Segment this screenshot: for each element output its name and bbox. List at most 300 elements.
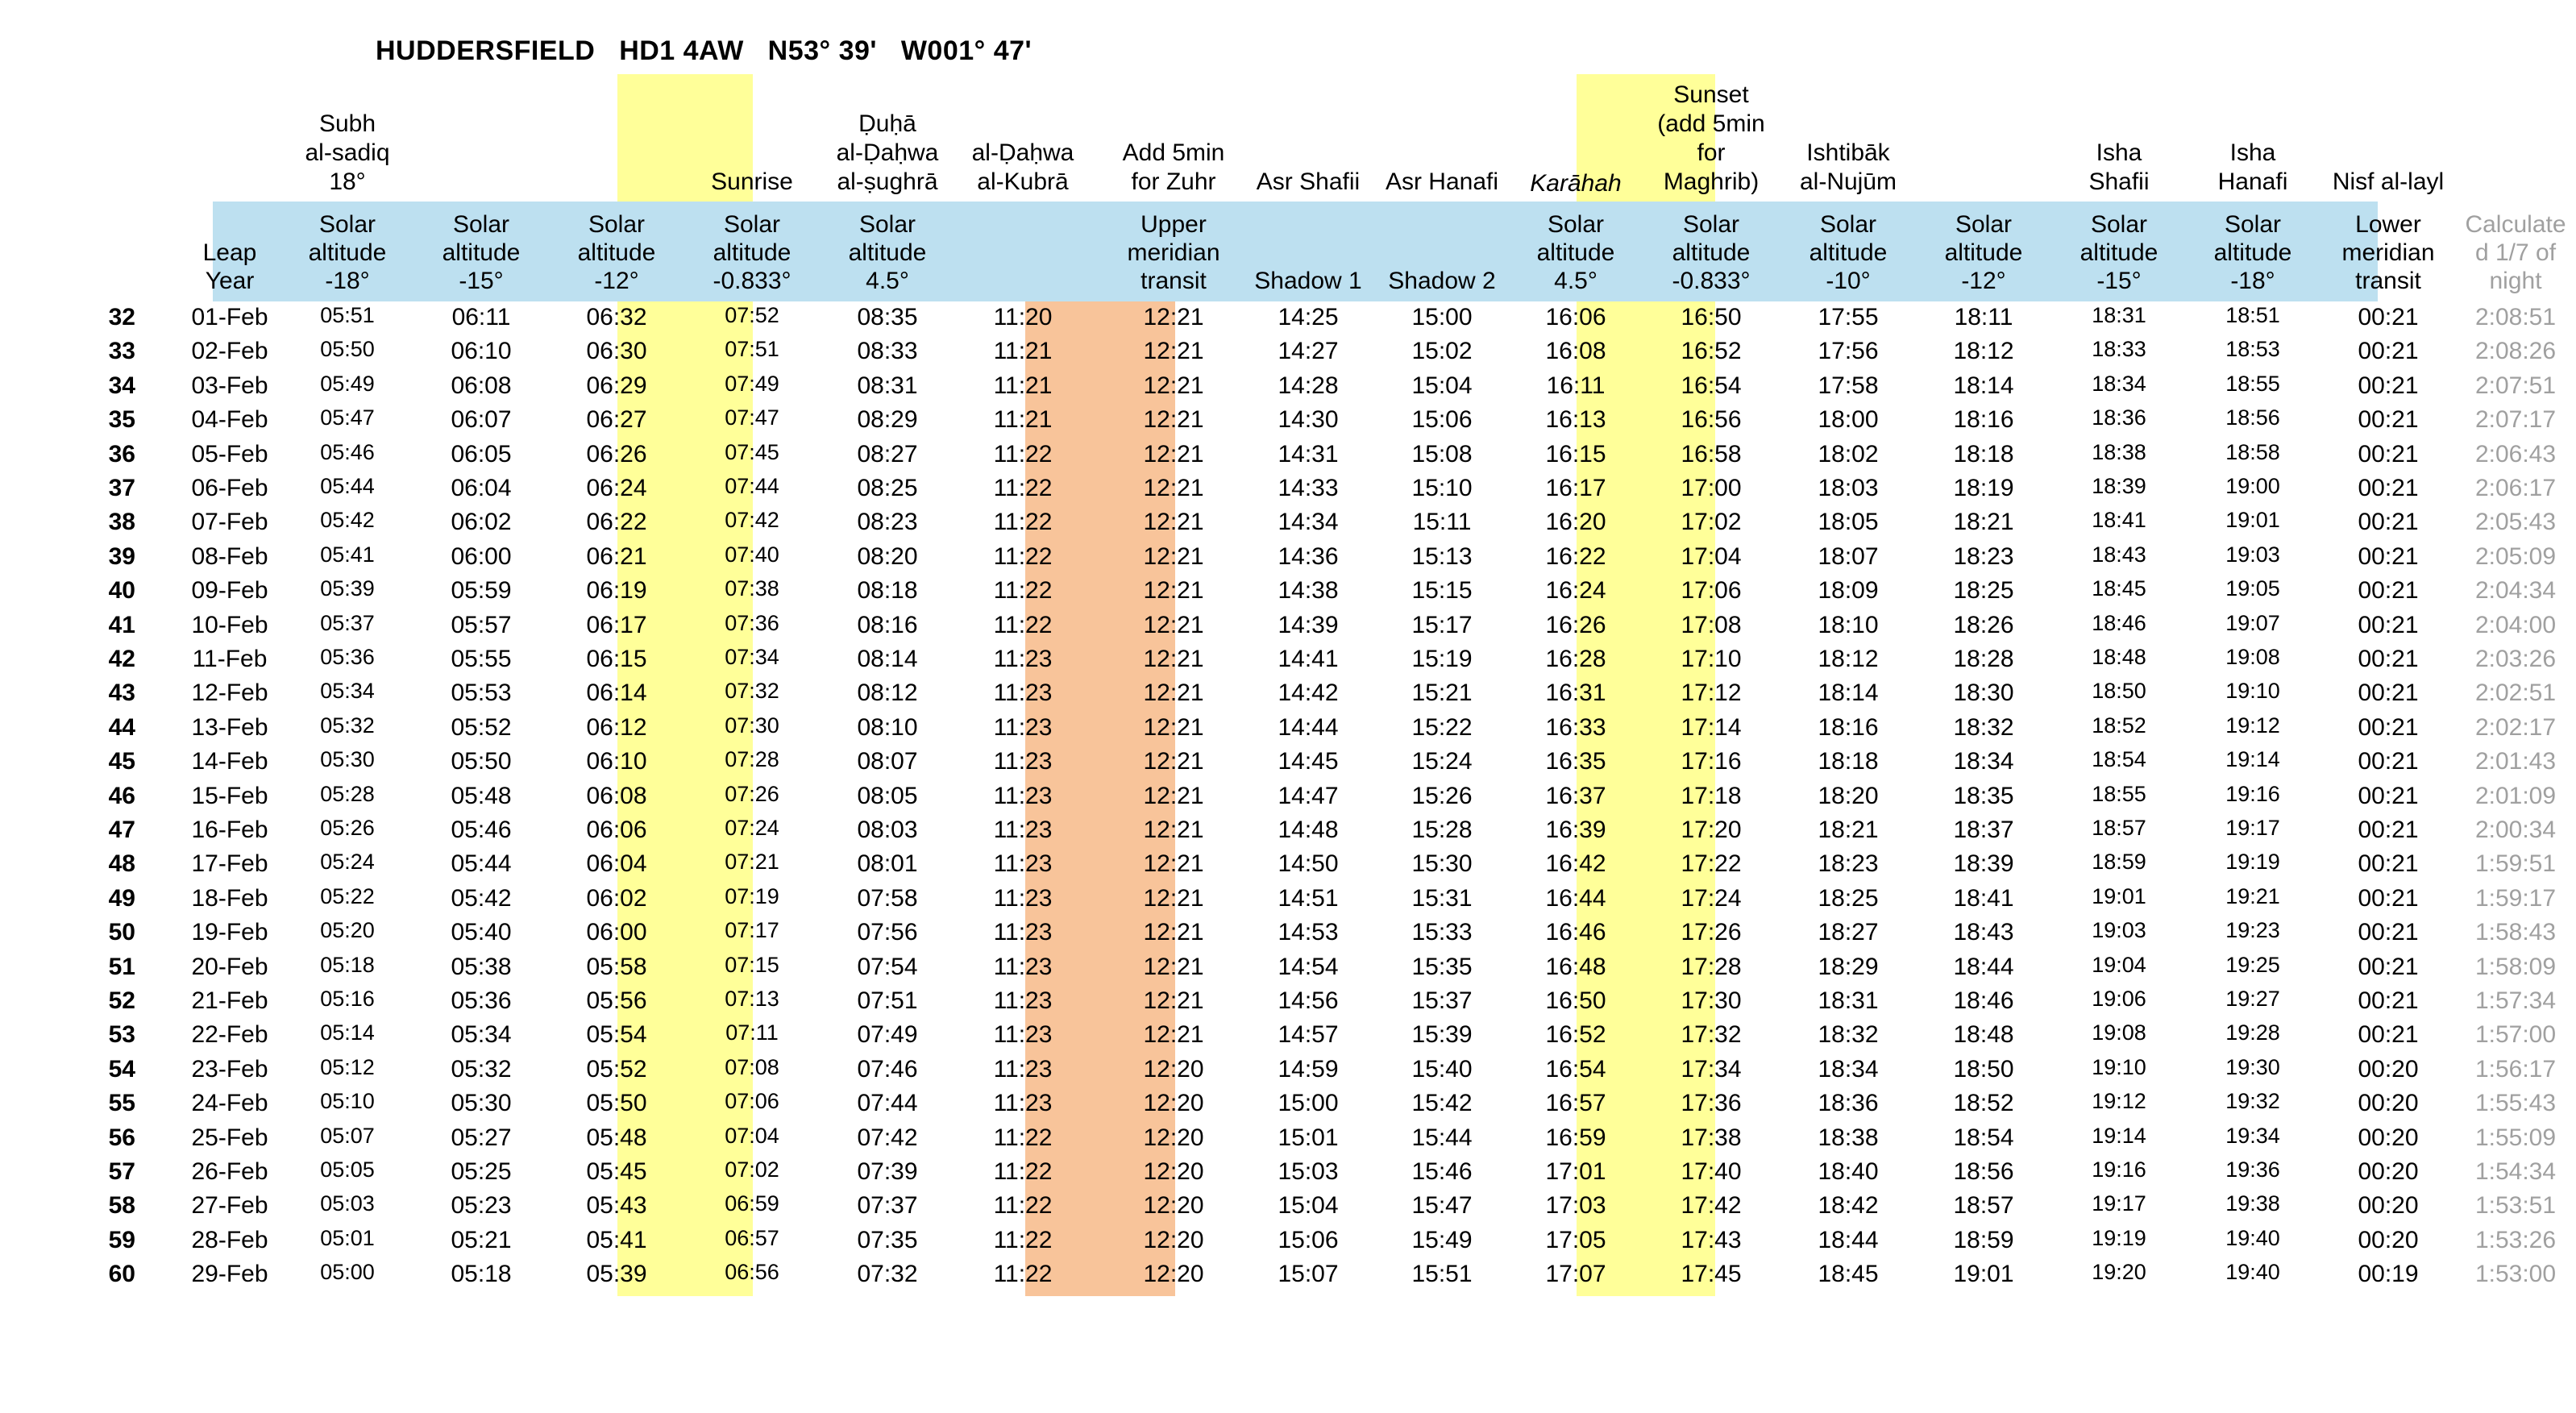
table-cell: 06:30 bbox=[586, 338, 647, 365]
table-cell: 19:08 bbox=[2225, 645, 2280, 669]
table-cell: 17:04 bbox=[1681, 542, 1742, 570]
table-cell: 36 bbox=[108, 440, 135, 468]
header-line: Isha bbox=[2229, 139, 2276, 166]
table-cell: 06:57 bbox=[725, 1225, 779, 1250]
subheader-line: -15° bbox=[2096, 268, 2142, 294]
table-cell: 18:59 bbox=[2092, 850, 2146, 875]
table-cell: 06:00 bbox=[451, 542, 512, 570]
table-cell: 08:12 bbox=[857, 679, 918, 707]
table-cell: 19:10 bbox=[2225, 679, 2280, 704]
table-cell: 14:59 bbox=[1278, 1055, 1339, 1083]
table-cell: 00:19 bbox=[2358, 1261, 2419, 1288]
table-cell: 18:30 bbox=[1953, 679, 2014, 707]
table-cell: 12:21 bbox=[1143, 953, 1204, 980]
table-cell: 08:31 bbox=[857, 372, 918, 399]
table-cell: 10-Feb bbox=[191, 611, 268, 638]
table-cell: 18:23 bbox=[1818, 850, 1879, 878]
table-row bbox=[0, 711, 2557, 745]
table-cell: 18:50 bbox=[1953, 1055, 2014, 1083]
subheader-leap bbox=[161, 205, 298, 295]
header-duha-kubra bbox=[948, 74, 1098, 197]
table-cell: 19:27 bbox=[2225, 987, 2280, 1011]
subheader-line: Solar bbox=[2090, 211, 2148, 238]
subheader-c2 bbox=[414, 205, 548, 295]
table-cell: 19:10 bbox=[2092, 1054, 2146, 1079]
table-cell: 15:00 bbox=[1278, 1090, 1339, 1117]
table-cell: 11:22 bbox=[993, 475, 1053, 501]
header-subh bbox=[272, 74, 422, 197]
table-cell: 05:20 bbox=[320, 918, 375, 943]
table-cell: 18:32 bbox=[1818, 1021, 1879, 1049]
table-cell: 00:20 bbox=[2358, 1158, 2419, 1185]
table-cell: 19:06 bbox=[2092, 987, 2146, 1011]
table-cell: 07:34 bbox=[725, 645, 779, 669]
table-cell: 08:14 bbox=[857, 646, 918, 672]
table-cell: 05:46 bbox=[451, 817, 512, 843]
table-cell: 1:59:17 bbox=[2474, 884, 2557, 912]
subheader-c3 bbox=[550, 205, 683, 295]
header-line: al-Kubrā bbox=[977, 168, 1069, 195]
table-cell: 06:00 bbox=[586, 919, 647, 946]
title-place: HUDDERSFIELD bbox=[376, 35, 596, 66]
header-karahah bbox=[1501, 74, 1651, 198]
table-cell: 11:22 bbox=[993, 1226, 1053, 1253]
table-cell: 06:08 bbox=[451, 372, 512, 399]
table-cell: 18:02 bbox=[1818, 440, 1879, 468]
table-cell: 05:23 bbox=[451, 1192, 512, 1220]
table-cell: 00:21 bbox=[2358, 1021, 2419, 1049]
table-cell: 17:20 bbox=[1681, 817, 1742, 843]
table-cell: 16:35 bbox=[1545, 748, 1606, 775]
table-cell: 16:57 bbox=[1545, 1090, 1606, 1117]
table-cell: 05:47 bbox=[320, 405, 375, 430]
table-cell: 19:14 bbox=[2092, 1123, 2146, 1148]
table-cell: 05:34 bbox=[320, 679, 375, 704]
table-cell: 12:21 bbox=[1143, 1021, 1204, 1049]
table-cell: 17:30 bbox=[1681, 987, 1742, 1014]
table-cell: 19:23 bbox=[2225, 918, 2280, 943]
table-cell: 1:55:43 bbox=[2474, 1090, 2557, 1117]
subheader-line: -10° bbox=[1826, 268, 1871, 294]
table-cell: 05:30 bbox=[451, 1090, 512, 1117]
table-cell: 18:23 bbox=[1953, 542, 2014, 570]
table-cell: 05:00 bbox=[320, 1260, 375, 1285]
table-cell: 52 bbox=[108, 987, 135, 1014]
table-cell: 1:55:09 bbox=[2474, 1124, 2557, 1151]
table-cell: 17:45 bbox=[1681, 1261, 1742, 1288]
table-cell: 16:17 bbox=[1545, 475, 1606, 501]
table-cell: 00:21 bbox=[2358, 577, 2419, 605]
table-cell: 06:12 bbox=[586, 713, 647, 741]
table-cell: 11:22 bbox=[993, 1124, 1053, 1151]
table-cell: 18:41 bbox=[2092, 508, 2146, 533]
header-line: Sunrise bbox=[711, 168, 793, 195]
table-cell: 16:59 bbox=[1545, 1124, 1606, 1151]
table-cell: 27-Feb bbox=[191, 1192, 268, 1220]
table-cell: 03-Feb bbox=[191, 372, 268, 399]
table-cell: 07:32 bbox=[857, 1261, 918, 1288]
table-cell: 11:23 bbox=[993, 782, 1053, 809]
table-cell: 15:28 bbox=[1411, 817, 1473, 843]
header-line: 18° bbox=[329, 168, 366, 195]
table-cell: 07:02 bbox=[725, 1157, 779, 1182]
table-cell: 05:39 bbox=[586, 1261, 647, 1288]
table-row bbox=[0, 950, 2557, 984]
table-row bbox=[0, 1224, 2557, 1257]
table-cell: 17:03 bbox=[1545, 1192, 1606, 1220]
table-cell: 08:01 bbox=[857, 850, 918, 878]
table-cell: 14:56 bbox=[1278, 987, 1339, 1014]
table-cell: 12:21 bbox=[1143, 542, 1204, 570]
header-line: Asr Shafii bbox=[1256, 168, 1361, 195]
table-cell: 17:18 bbox=[1681, 782, 1742, 809]
table-cell: 12:21 bbox=[1143, 577, 1204, 605]
table-cell: 18:12 bbox=[1953, 338, 2014, 365]
table-cell: 00:21 bbox=[2358, 987, 2419, 1014]
table-cell: 17:22 bbox=[1681, 850, 1742, 878]
table-cell: 11:23 bbox=[993, 817, 1053, 843]
table-cell: 18:18 bbox=[1953, 440, 2014, 468]
table-cell: 19:40 bbox=[2225, 1260, 2280, 1285]
table-cell: 06:56 bbox=[725, 1260, 779, 1285]
table-cell: 16:50 bbox=[1545, 987, 1606, 1014]
subheader-line: altitude bbox=[442, 239, 521, 266]
subheader-c11 bbox=[1644, 205, 1778, 295]
table-cell: 07:51 bbox=[725, 337, 779, 362]
subheader-line: -0.833° bbox=[713, 268, 791, 294]
table-cell: 11:23 bbox=[993, 679, 1053, 707]
header-asr-shafii bbox=[1233, 74, 1383, 197]
table-cell: 2:02:17 bbox=[2474, 713, 2557, 741]
table-cell: 16:54 bbox=[1681, 372, 1742, 399]
table-cell: 14:30 bbox=[1278, 406, 1339, 434]
table-cell: 00:20 bbox=[2358, 1090, 2419, 1117]
table-cell: 00:20 bbox=[2358, 1055, 2419, 1083]
header-line: al-Ḍaḥwa bbox=[971, 139, 1074, 166]
table-cell: 07:44 bbox=[857, 1090, 918, 1117]
table-cell: 11:23 bbox=[993, 953, 1053, 980]
table-cell: 05:16 bbox=[320, 987, 375, 1011]
table-cell: 05:44 bbox=[451, 850, 512, 878]
table-cell: 16:24 bbox=[1545, 577, 1606, 605]
table-cell: 12:21 bbox=[1143, 919, 1204, 946]
table-cell: 18:31 bbox=[2092, 303, 2146, 327]
table-cell: 17:07 bbox=[1545, 1261, 1606, 1288]
table-cell: 2:01:43 bbox=[2474, 748, 2557, 775]
table-cell: 16:58 bbox=[1681, 440, 1742, 468]
subheader-line: altitude bbox=[1536, 239, 1615, 266]
table-cell: 05:42 bbox=[320, 508, 375, 533]
table-cell: 11:22 bbox=[993, 1158, 1053, 1185]
table-row bbox=[0, 472, 2557, 505]
table-cell: 15:01 bbox=[1278, 1124, 1339, 1151]
header-duha-sughra bbox=[812, 74, 962, 197]
table-cell: 2:02:51 bbox=[2474, 679, 2557, 707]
table-cell: 05:01 bbox=[320, 1225, 375, 1250]
table-cell: 15:46 bbox=[1411, 1158, 1473, 1185]
table-cell: 00:20 bbox=[2358, 1226, 2419, 1253]
table-cell: 19:16 bbox=[2225, 781, 2280, 806]
header-line: Ishtibāk bbox=[1806, 139, 1890, 166]
table-row bbox=[0, 1189, 2557, 1223]
table-cell: 18:50 bbox=[2092, 679, 2146, 704]
table-cell: 12:21 bbox=[1143, 611, 1204, 638]
table-cell: 17:32 bbox=[1681, 1021, 1742, 1049]
table-cell: 18:18 bbox=[1818, 748, 1879, 775]
table-cell: 1:57:34 bbox=[2474, 987, 2557, 1014]
table-cell: 45 bbox=[108, 748, 135, 775]
table-cell: 07:42 bbox=[725, 508, 779, 533]
table-cell: 19:19 bbox=[2092, 1225, 2146, 1250]
table-cell: 06:10 bbox=[451, 338, 512, 365]
table-cell: 25-Feb bbox=[191, 1124, 268, 1151]
table-cell: 16:46 bbox=[1545, 919, 1606, 946]
table-cell: 18:52 bbox=[1953, 1090, 2014, 1117]
table-cell: 07:49 bbox=[725, 371, 779, 396]
table-cell: 15:21 bbox=[1411, 679, 1473, 707]
table-row bbox=[0, 1018, 2557, 1052]
table-cell: 1:53:00 bbox=[2474, 1261, 2557, 1288]
table-cell: 07:06 bbox=[725, 1089, 779, 1114]
table-cell: 11:22 bbox=[993, 440, 1053, 468]
table-cell: 11:21 bbox=[993, 372, 1053, 399]
table-cell: 05:36 bbox=[451, 987, 512, 1014]
table-cell: 19:40 bbox=[2225, 1225, 2280, 1250]
table-cell: 18:36 bbox=[1818, 1090, 1879, 1117]
table-cell: 08:25 bbox=[857, 475, 918, 501]
table-cell: 15:06 bbox=[1278, 1226, 1339, 1253]
subheader-line: Calculate bbox=[2465, 211, 2566, 238]
subheader-line: -18° bbox=[325, 268, 370, 294]
table-cell: 07:21 bbox=[725, 850, 779, 875]
table-cell: 05:58 bbox=[586, 953, 647, 980]
subheader-line: Solar bbox=[1819, 211, 1877, 238]
table-cell: 05:30 bbox=[320, 747, 375, 772]
table-cell: 16:52 bbox=[1681, 338, 1742, 365]
table-cell: 05:18 bbox=[320, 952, 375, 977]
table-cell: 08:29 bbox=[857, 406, 918, 434]
table-cell: 08:05 bbox=[857, 782, 918, 809]
table-cell: 14:51 bbox=[1278, 884, 1339, 912]
subheader-line: night bbox=[2489, 268, 2542, 294]
table-cell: 11:23 bbox=[993, 646, 1053, 672]
table-cell: 18:39 bbox=[1953, 850, 2014, 878]
table-cell: 05:45 bbox=[586, 1158, 647, 1185]
table-cell: 18:40 bbox=[1818, 1158, 1879, 1185]
table-cell: 15:37 bbox=[1411, 987, 1473, 1014]
table-row bbox=[0, 779, 2557, 813]
subheader-line: altitude bbox=[1672, 239, 1751, 266]
table-cell: 11:22 bbox=[993, 509, 1053, 536]
table-cell: 07:17 bbox=[725, 918, 779, 943]
table-cell: 12-Feb bbox=[191, 679, 268, 707]
subheader-c4 bbox=[685, 205, 819, 295]
subheader-line: Solar bbox=[858, 211, 916, 238]
table-cell: 17:01 bbox=[1545, 1158, 1606, 1185]
subheader-c16 bbox=[2321, 205, 2455, 295]
table-cell: 05:18 bbox=[451, 1261, 512, 1288]
table-cell: 12:21 bbox=[1143, 782, 1204, 809]
header-line: Ḍuḥā bbox=[858, 110, 916, 137]
table-cell: 18:41 bbox=[1953, 884, 2014, 912]
table-cell: 15:06 bbox=[1411, 406, 1473, 434]
header-asr-hanafi bbox=[1367, 74, 1517, 197]
table-cell: 18:00 bbox=[1818, 406, 1879, 434]
subheader-line: Solar bbox=[318, 211, 376, 238]
table-cell: 19:28 bbox=[2225, 1020, 2280, 1045]
table-cell: 17:26 bbox=[1681, 919, 1742, 946]
table-cell: 12:21 bbox=[1143, 372, 1204, 399]
header-line: al-ṣughrā bbox=[837, 168, 938, 195]
table-cell: 05:38 bbox=[451, 953, 512, 980]
table-cell: 06:59 bbox=[725, 1191, 779, 1216]
table-cell: 49 bbox=[108, 884, 135, 912]
subheader-line: Solar bbox=[588, 211, 646, 238]
table-cell: 1:57:00 bbox=[2474, 1021, 2557, 1049]
table-cell: 17:24 bbox=[1681, 884, 1742, 912]
table-cell: 05:26 bbox=[320, 816, 375, 840]
table-cell: 41 bbox=[108, 611, 135, 638]
table-row bbox=[0, 574, 2557, 608]
subheader-c13 bbox=[1917, 205, 2050, 295]
table-cell: 05:21 bbox=[451, 1226, 512, 1253]
table-cell: 18:16 bbox=[1818, 713, 1879, 741]
table-row bbox=[0, 1053, 2557, 1087]
table-cell: 16-Feb bbox=[191, 817, 268, 843]
table-row bbox=[0, 403, 2557, 437]
table-cell: 16:28 bbox=[1545, 646, 1606, 672]
table-cell: 11:22 bbox=[993, 611, 1053, 638]
table-cell: 14:36 bbox=[1278, 542, 1339, 570]
table-cell: 18:26 bbox=[1953, 611, 2014, 638]
subheader-line: altitude bbox=[848, 239, 927, 266]
table-cell: 08-Feb bbox=[191, 542, 268, 570]
table-cell: 18:48 bbox=[1953, 1021, 2014, 1049]
header-line: Add 5min bbox=[1122, 139, 1225, 166]
table-row bbox=[0, 609, 2557, 642]
table-cell: 40 bbox=[108, 577, 135, 605]
table-cell: 16:54 bbox=[1545, 1055, 1606, 1083]
subheader-c1 bbox=[280, 205, 414, 295]
table-cell: 11:23 bbox=[993, 884, 1053, 912]
table-cell: 07:26 bbox=[725, 781, 779, 806]
table-cell: 18:43 bbox=[1953, 919, 2014, 946]
table-cell: 05:53 bbox=[451, 679, 512, 707]
subheader-line: meridian bbox=[1127, 239, 1220, 266]
table-row bbox=[0, 1257, 2557, 1291]
table-cell: 07:15 bbox=[725, 952, 779, 977]
table-cell: 08:35 bbox=[857, 304, 918, 330]
table-cell: 19:08 bbox=[2092, 1020, 2146, 1045]
table-cell: 07:19 bbox=[725, 883, 779, 908]
table-cell: 16:50 bbox=[1681, 304, 1742, 330]
table-cell: 05:41 bbox=[320, 542, 375, 567]
subheader-line: -18° bbox=[2230, 268, 2275, 294]
table-cell: 50 bbox=[108, 919, 135, 946]
table-cell: 18:19 bbox=[1953, 475, 2014, 501]
table-cell: 08:33 bbox=[857, 338, 918, 365]
table-cell: 16:15 bbox=[1545, 440, 1606, 468]
table-cell: 07:36 bbox=[725, 610, 779, 635]
table-row bbox=[0, 335, 2557, 368]
table-cell: 18:59 bbox=[1953, 1226, 2014, 1253]
table-cell: 14:34 bbox=[1278, 509, 1339, 536]
table-cell: 19:38 bbox=[2225, 1191, 2280, 1216]
title-longitude: W001° 47' bbox=[900, 35, 1032, 66]
table-cell: 12:20 bbox=[1143, 1158, 1204, 1185]
table-cell: 07-Feb bbox=[191, 509, 268, 536]
table-cell: 19:17 bbox=[2225, 816, 2280, 840]
page-title bbox=[376, 35, 1032, 67]
table-cell: 00:21 bbox=[2358, 542, 2419, 570]
table-cell: 18:25 bbox=[1818, 884, 1879, 912]
header-line: Isha bbox=[2096, 139, 2142, 166]
table-cell: 18:03 bbox=[1818, 475, 1879, 501]
table-cell: 53 bbox=[108, 1021, 135, 1049]
table-cell: 14:53 bbox=[1278, 919, 1339, 946]
table-cell: 15:02 bbox=[1411, 338, 1473, 365]
table-cell: 18:07 bbox=[1818, 542, 1879, 570]
table-cell: 18:55 bbox=[2092, 781, 2146, 806]
table-cell: 56 bbox=[108, 1124, 135, 1151]
table-cell: 14:38 bbox=[1278, 577, 1339, 605]
table-cell: 14:39 bbox=[1278, 611, 1339, 638]
table-cell: 17:10 bbox=[1681, 646, 1742, 672]
subheader-line: transit bbox=[1141, 268, 1207, 294]
table-cell: 07:54 bbox=[857, 953, 918, 980]
table-cell: 11:22 bbox=[993, 1261, 1053, 1288]
table-cell: 06:05 bbox=[451, 440, 512, 468]
subheader-line: Upper bbox=[1141, 211, 1207, 238]
table-cell: 19:00 bbox=[2225, 474, 2280, 498]
header-line: al-Nujūm bbox=[1799, 168, 1897, 195]
table-cell: 05:24 bbox=[320, 850, 375, 875]
subheader-line: Solar bbox=[452, 211, 510, 238]
table-cell: 19:19 bbox=[2225, 850, 2280, 875]
table-cell: 19:01 bbox=[2225, 508, 2280, 533]
table-cell: 18:52 bbox=[2092, 713, 2146, 738]
table-cell: 17:05 bbox=[1545, 1226, 1606, 1253]
table-cell: 35 bbox=[108, 406, 135, 434]
subheader-line: -12° bbox=[1961, 268, 2006, 294]
table-cell: 18:44 bbox=[1953, 953, 2014, 980]
table-cell: 18:16 bbox=[1953, 406, 2014, 434]
table-cell: 18:36 bbox=[2092, 405, 2146, 430]
table-cell: 18:10 bbox=[1818, 611, 1879, 638]
table-cell: 16:33 bbox=[1545, 713, 1606, 741]
table-cell: 18-Feb bbox=[191, 884, 268, 912]
table-cell: 19:07 bbox=[2225, 610, 2280, 635]
table-cell: 07:24 bbox=[725, 816, 779, 840]
table-cell: 14:47 bbox=[1278, 782, 1339, 809]
table-cell: 12:21 bbox=[1143, 748, 1204, 775]
table-cell: 08:10 bbox=[857, 713, 918, 741]
table-cell: 05:50 bbox=[451, 748, 512, 775]
table-cell: 17:00 bbox=[1681, 475, 1742, 501]
table-cell: 17:34 bbox=[1681, 1055, 1742, 1083]
table-cell: 37 bbox=[108, 475, 135, 501]
table-cell: 08:27 bbox=[857, 440, 918, 468]
table-cell: 16:31 bbox=[1545, 679, 1606, 707]
table-cell: 00:21 bbox=[2358, 679, 2419, 707]
table-cell: 00:21 bbox=[2358, 646, 2419, 672]
table-cell: 19:32 bbox=[2225, 1089, 2280, 1114]
table-cell: 19:03 bbox=[2092, 918, 2146, 943]
table-cell: 18:21 bbox=[1953, 509, 2014, 536]
table-cell: 05:32 bbox=[320, 713, 375, 738]
table-cell: 16:56 bbox=[1681, 406, 1742, 434]
table-cell: 12:20 bbox=[1143, 1261, 1204, 1288]
